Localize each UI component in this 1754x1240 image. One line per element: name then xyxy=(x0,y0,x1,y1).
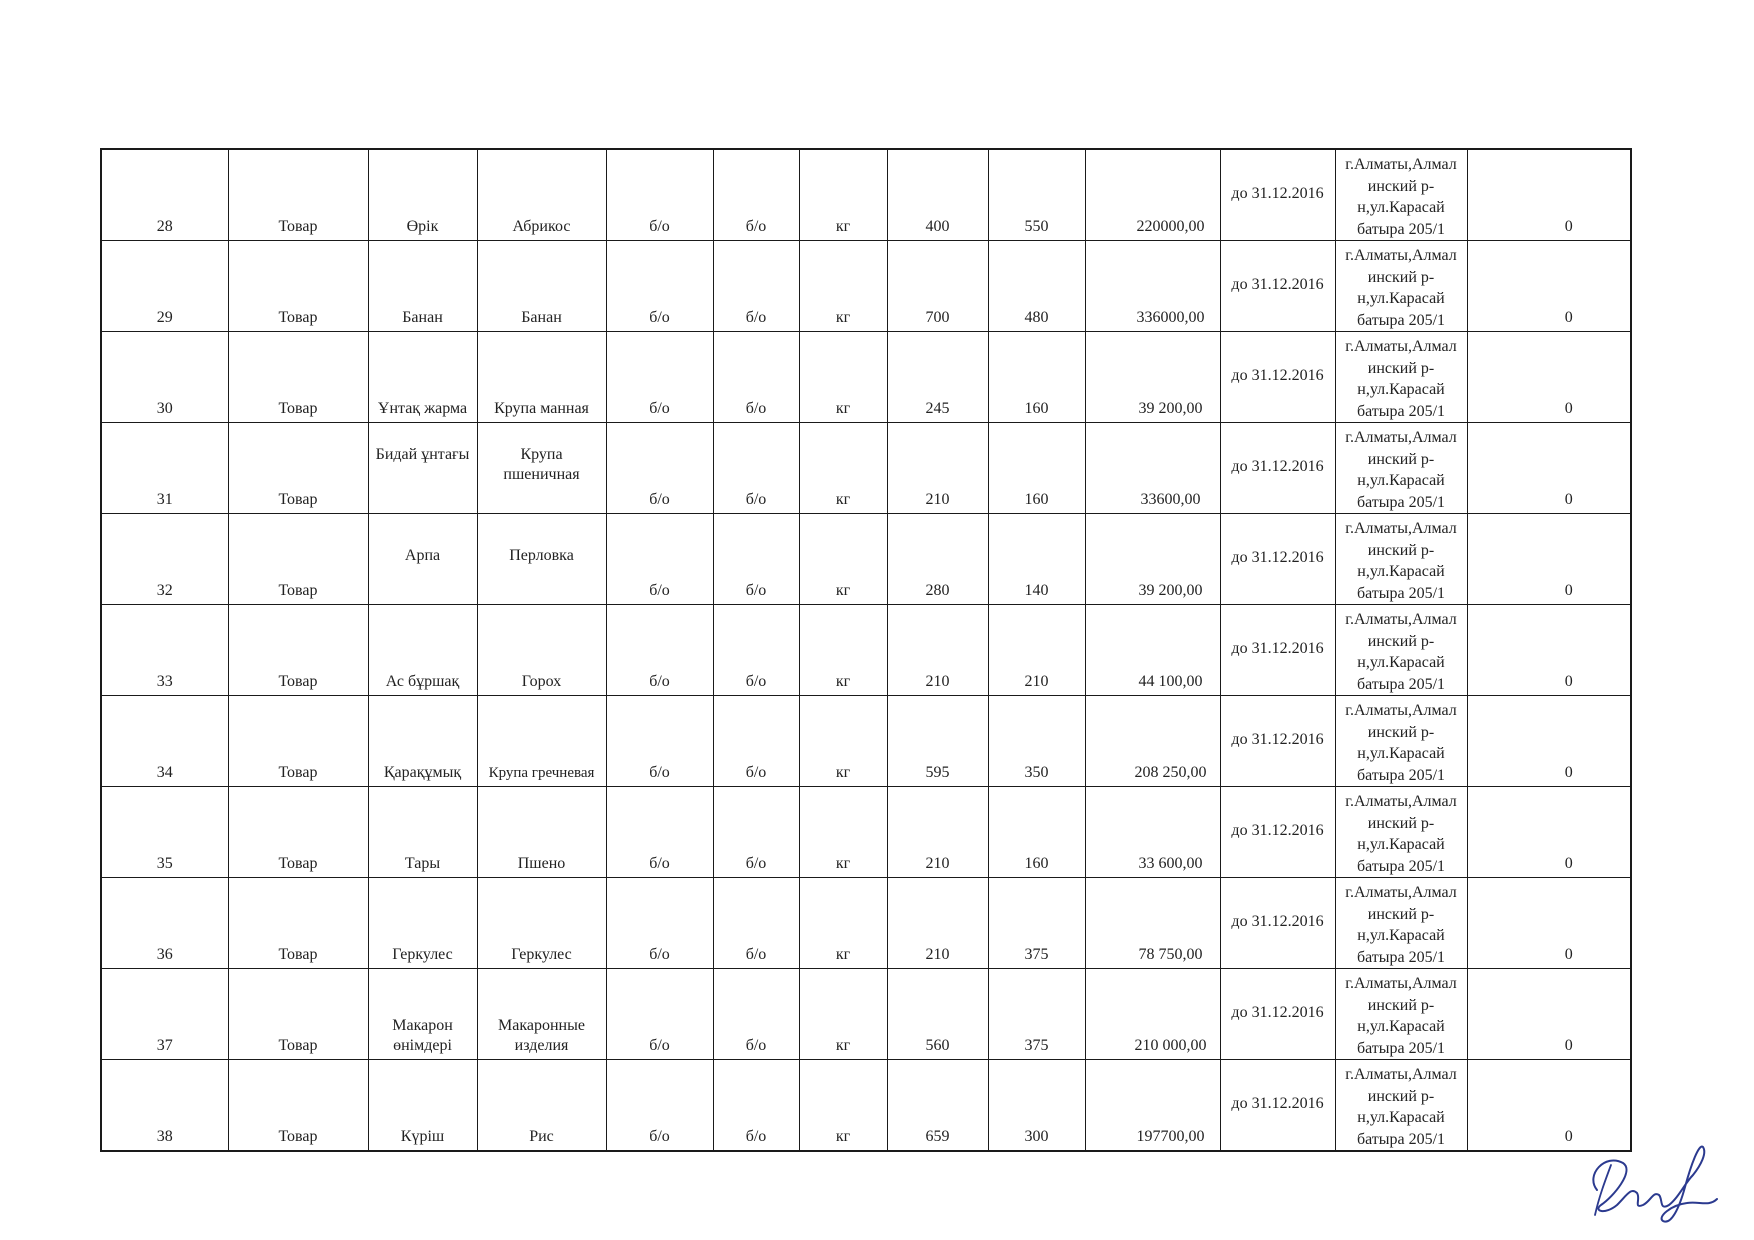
item-kind: Товар xyxy=(228,605,368,696)
advance-payment: 0 xyxy=(1467,514,1631,605)
item-unit: кг xyxy=(799,787,887,878)
item-sum: 220000,00 xyxy=(1085,149,1220,241)
delivery-term: до 31.12.2016 xyxy=(1220,696,1335,787)
item-price: 160 xyxy=(988,787,1085,878)
table-row xyxy=(101,423,1631,514)
item-unit: кг xyxy=(799,696,887,787)
item-kind: Товар xyxy=(228,969,368,1060)
row-number: 34 xyxy=(101,696,228,787)
item-unit: кг xyxy=(799,423,887,514)
item-spec-2: б/о xyxy=(713,605,799,696)
item-price: 550 xyxy=(988,149,1085,241)
delivery-address: г.Алматы,Алмал инский р-н,ул.Карасай батыра 205/1 xyxy=(1335,605,1467,696)
item-spec-2: б/о xyxy=(713,514,799,605)
item-kind: Товар xyxy=(228,332,368,423)
item-name-kz: Өрік xyxy=(368,149,477,241)
item-sum: 39 200,00 xyxy=(1085,332,1220,423)
item-spec-1: б/о xyxy=(606,969,713,1060)
table-row xyxy=(101,241,1631,332)
item-quantity: 245 xyxy=(887,332,988,423)
advance-payment: 0 xyxy=(1467,696,1631,787)
item-spec-2: б/о xyxy=(713,1060,799,1152)
item-unit: кг xyxy=(799,241,887,332)
item-sum: 78 750,00 xyxy=(1085,878,1220,969)
delivery-term: до 31.12.2016 xyxy=(1220,969,1335,1060)
delivery-term: до 31.12.2016 xyxy=(1220,605,1335,696)
delivery-address: г.Алматы,Алмал инский р-н,ул.Карасай батыра 205/1 xyxy=(1335,787,1467,878)
table-row xyxy=(101,514,1631,605)
item-unit: кг xyxy=(799,969,887,1060)
item-price: 300 xyxy=(988,1060,1085,1152)
item-price: 480 xyxy=(988,241,1085,332)
item-name-kz: Ұнтақ жарма xyxy=(368,332,477,423)
item-spec-2: б/о xyxy=(713,149,799,241)
item-kind: Товар xyxy=(228,149,368,241)
item-spec-2: б/о xyxy=(713,423,799,514)
row-number: 36 xyxy=(101,878,228,969)
item-price: 160 xyxy=(988,332,1085,423)
item-name-kz: Ас бұршақ xyxy=(368,605,477,696)
delivery-term: до 31.12.2016 xyxy=(1220,423,1335,514)
item-spec-2: б/о xyxy=(713,696,799,787)
table-row xyxy=(101,878,1631,969)
item-name-ru: Абрикос xyxy=(477,149,606,241)
item-name-ru: Крупа гречневая xyxy=(477,696,606,787)
delivery-term: до 31.12.2016 xyxy=(1220,787,1335,878)
advance-payment: 0 xyxy=(1467,878,1631,969)
item-name-ru: Крупа манная xyxy=(477,332,606,423)
item-unit: кг xyxy=(799,605,887,696)
delivery-address: г.Алматы,Алмал инский р-н,ул.Карасай батыра 205/1 xyxy=(1335,514,1467,605)
item-quantity: 210 xyxy=(887,423,988,514)
item-name-ru: Банан xyxy=(477,241,606,332)
item-sum: 197700,00 xyxy=(1085,1060,1220,1152)
item-spec-1: б/о xyxy=(606,241,713,332)
item-unit: кг xyxy=(799,878,887,969)
item-spec-1: б/о xyxy=(606,878,713,969)
handwritten-signature xyxy=(1575,1135,1725,1230)
delivery-address: г.Алматы,Алмал инский р-н,ул.Карасай батыра 205/1 xyxy=(1335,149,1467,241)
item-quantity: 280 xyxy=(887,514,988,605)
item-name-kz: Қарақұмық xyxy=(368,696,477,787)
item-unit: кг xyxy=(799,149,887,241)
row-number: 29 xyxy=(101,241,228,332)
item-kind: Товар xyxy=(228,878,368,969)
table-row xyxy=(101,149,1631,241)
item-spec-2: б/о xyxy=(713,241,799,332)
item-sum: 208 250,00 xyxy=(1085,696,1220,787)
row-number: 35 xyxy=(101,787,228,878)
item-sum: 210 000,00 xyxy=(1085,969,1220,1060)
delivery-address: г.Алматы,Алмал инский р-н,ул.Карасай батыра 205/1 xyxy=(1335,332,1467,423)
item-name-kz: Банан xyxy=(368,241,477,332)
item-unit: кг xyxy=(799,1060,887,1152)
item-sum: 33600,00 xyxy=(1085,423,1220,514)
item-spec-1: б/о xyxy=(606,787,713,878)
item-price: 375 xyxy=(988,878,1085,969)
item-spec-2: б/о xyxy=(713,878,799,969)
advance-payment: 0 xyxy=(1467,241,1631,332)
item-name-ru: Рис xyxy=(477,1060,606,1152)
delivery-address: г.Алматы,Алмал инский р-н,ул.Карасай батыра 205/1 xyxy=(1335,878,1467,969)
item-kind: Товар xyxy=(228,241,368,332)
table-row xyxy=(101,605,1631,696)
item-name-ru: Пшено xyxy=(477,787,606,878)
item-price: 350 xyxy=(988,696,1085,787)
delivery-term: до 31.12.2016 xyxy=(1220,149,1335,241)
row-number: 38 xyxy=(101,1060,228,1152)
delivery-term: до 31.12.2016 xyxy=(1220,878,1335,969)
delivery-address: г.Алматы,Алмал инский р-н,ул.Карасай батыра 205/1 xyxy=(1335,1060,1467,1152)
item-name-kz: Арпа xyxy=(368,514,477,605)
delivery-term: до 31.12.2016 xyxy=(1220,1060,1335,1152)
item-quantity: 210 xyxy=(887,787,988,878)
row-number: 30 xyxy=(101,332,228,423)
item-quantity: 210 xyxy=(887,878,988,969)
item-kind: Товар xyxy=(228,514,368,605)
item-name-ru: Горох xyxy=(477,605,606,696)
item-name-ru: Крупа пшеничная xyxy=(477,423,606,514)
table-row xyxy=(101,969,1631,1060)
item-name-kz: Күріш xyxy=(368,1060,477,1152)
advance-payment: 0 xyxy=(1467,423,1631,514)
item-kind: Товар xyxy=(228,423,368,514)
item-spec-2: б/о xyxy=(713,787,799,878)
item-spec-1: б/о xyxy=(606,332,713,423)
item-spec-1: б/о xyxy=(606,514,713,605)
item-name-ru: Геркулес xyxy=(477,878,606,969)
item-spec-1: б/о xyxy=(606,423,713,514)
item-quantity: 400 xyxy=(887,149,988,241)
table-row xyxy=(101,696,1631,787)
delivery-address: г.Алматы,Алмал инский р-н,ул.Карасай батыра 205/1 xyxy=(1335,241,1467,332)
item-spec-1: б/о xyxy=(606,1060,713,1152)
advance-payment: 0 xyxy=(1467,149,1631,241)
delivery-term: до 31.12.2016 xyxy=(1220,332,1335,423)
delivery-term: до 31.12.2016 xyxy=(1220,241,1335,332)
delivery-term: до 31.12.2016 xyxy=(1220,514,1335,605)
row-number: 28 xyxy=(101,149,228,241)
advance-payment: 0 xyxy=(1467,787,1631,878)
advance-payment: 0 xyxy=(1467,332,1631,423)
item-sum: 39 200,00 xyxy=(1085,514,1220,605)
item-sum: 33 600,00 xyxy=(1085,787,1220,878)
item-price: 140 xyxy=(988,514,1085,605)
item-quantity: 595 xyxy=(887,696,988,787)
advance-payment: 0 xyxy=(1467,969,1631,1060)
item-kind: Товар xyxy=(228,1060,368,1152)
advance-payment: 0 xyxy=(1467,605,1631,696)
item-quantity: 210 xyxy=(887,605,988,696)
item-quantity: 700 xyxy=(887,241,988,332)
item-price: 210 xyxy=(988,605,1085,696)
item-name-kz: Геркулес xyxy=(368,878,477,969)
row-number: 37 xyxy=(101,969,228,1060)
delivery-address: г.Алматы,Алмал инский р-н,ул.Карасай батыра 205/1 xyxy=(1335,969,1467,1060)
table-row xyxy=(101,332,1631,423)
row-number: 32 xyxy=(101,514,228,605)
item-price: 375 xyxy=(988,969,1085,1060)
item-name-kz: Тары xyxy=(368,787,477,878)
item-spec-2: б/о xyxy=(713,969,799,1060)
item-sum: 336000,00 xyxy=(1085,241,1220,332)
item-quantity: 560 xyxy=(887,969,988,1060)
table-row xyxy=(101,787,1631,878)
item-kind: Товар xyxy=(228,696,368,787)
delivery-address: г.Алматы,Алмал инский р-н,ул.Карасай батыра 205/1 xyxy=(1335,423,1467,514)
item-spec-1: б/о xyxy=(606,696,713,787)
item-unit: кг xyxy=(799,332,887,423)
item-quantity: 659 xyxy=(887,1060,988,1152)
table-row xyxy=(101,1060,1631,1152)
item-sum: 44 100,00 xyxy=(1085,605,1220,696)
item-kind: Товар xyxy=(228,787,368,878)
item-name-kz: Бидай ұнтағы xyxy=(368,423,477,514)
item-name-ru: Перловка xyxy=(477,514,606,605)
item-name-kz: Макарон өнімдері xyxy=(368,969,477,1060)
item-unit: кг xyxy=(799,514,887,605)
goods-table xyxy=(100,148,1632,1152)
item-name-ru: Макаронные изделия xyxy=(477,969,606,1060)
item-spec-1: б/о xyxy=(606,149,713,241)
advance-payment: 0 xyxy=(1467,1060,1631,1152)
item-price: 160 xyxy=(988,423,1085,514)
row-number: 31 xyxy=(101,423,228,514)
item-spec-1: б/о xyxy=(606,605,713,696)
row-number: 33 xyxy=(101,605,228,696)
delivery-address: г.Алматы,Алмал инский р-н,ул.Карасай батыра 205/1 xyxy=(1335,696,1467,787)
item-spec-2: б/о xyxy=(713,332,799,423)
